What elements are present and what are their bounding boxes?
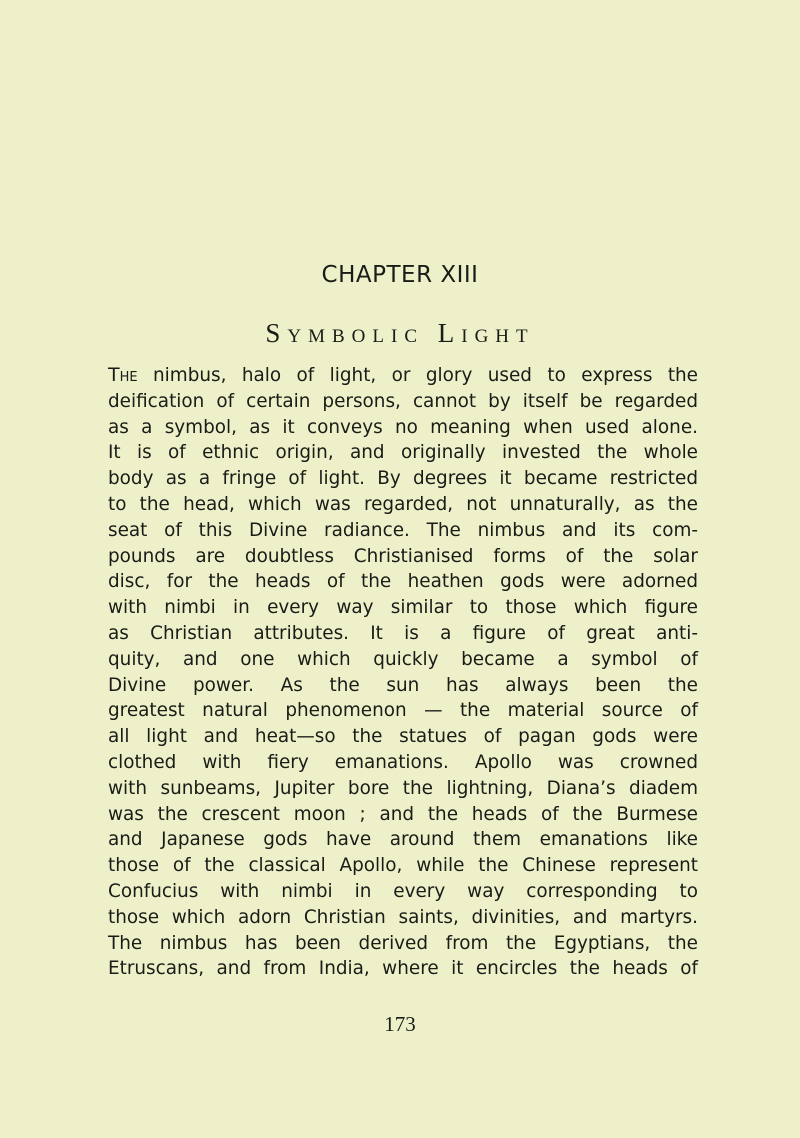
text-line: with nimbi in every way similar to those which figure	[108, 597, 698, 619]
text-line: as a symbol, as it conveys no meaning when used alone.	[108, 416, 698, 438]
text-line: as Christian attributes. It is a figure of great anti-	[108, 622, 698, 644]
text-line: It is of ethnic origin, and originally invested the whole	[108, 442, 698, 464]
body-paragraph	[108, 363, 698, 982]
text-line: those of the classical Apollo, while the Chinese represent	[108, 855, 698, 877]
text-line-1	[108, 363, 698, 389]
text-line: quity, and one which quickly became a symbol of	[108, 648, 698, 670]
text-line: Confucius with nimbi in every way corresponding to	[108, 880, 698, 902]
text-line: with sunbeams, Jupiter bore the lightning, Diana’s diadem	[108, 777, 698, 799]
text-line: seat of this Divine radiance. The nimbus and its com-	[108, 519, 698, 541]
text-line: The nimbus has been derived from the Egyptians, the	[108, 932, 698, 954]
text-line: was the crescent moon ; and the heads of the Burmese	[108, 803, 698, 825]
chapter-heading: CHAPTER XIII	[321, 262, 479, 288]
text-line: and Japanese gods have around them emanations like	[108, 829, 698, 851]
text-line: greatest natural phenomenon — the material source of	[108, 700, 698, 722]
lead-word: The	[108, 364, 138, 386]
chapter-title: Symbolic Light	[265, 318, 535, 348]
text-line: Divine power. As the sun has always been the	[108, 674, 698, 696]
text-line: pounds are doubtless Christianised forms of the solar	[108, 545, 698, 567]
text-line: deification of certain persons, cannot by itself be regarded	[108, 390, 698, 412]
first-line-text: nimbus, halo of light, or glory used to express the	[137, 365, 698, 386]
page-number: 173	[384, 1012, 416, 1036]
text-line: clothed with fiery emanations. Apollo was crowned	[108, 751, 698, 773]
text-line: Etruscans, and from India, where it encircles the heads of	[108, 958, 698, 980]
text-line: all light and heat—so the statues of pagan gods were	[108, 726, 698, 748]
text-line: those which adorn Christian saints, divinities, and martyrs.	[108, 906, 698, 928]
text-line: disc, for the heads of the heathen gods were adorned	[108, 571, 698, 593]
text-line: body as a fringe of light. By degrees it became restricted	[108, 468, 698, 490]
text-line: to the head, which was regarded, not unnaturally, as the	[108, 493, 698, 515]
